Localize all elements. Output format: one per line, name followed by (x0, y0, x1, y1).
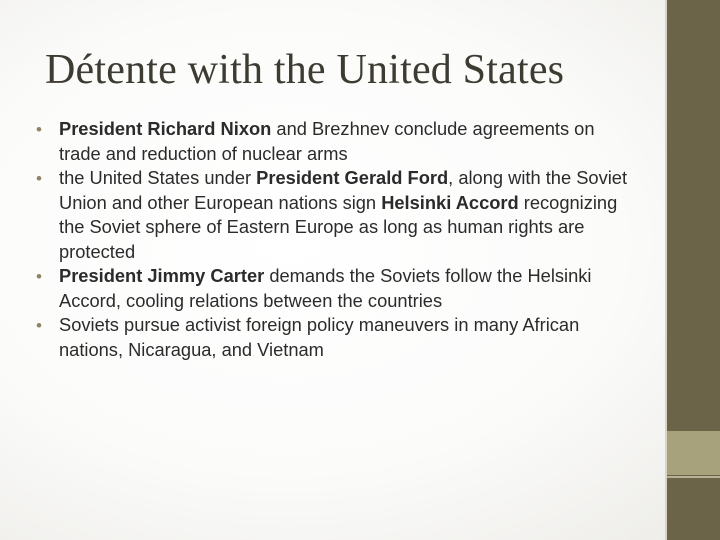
bullet-dot-icon: • (36, 120, 42, 139)
bullet-text-bold: President Jimmy Carter (59, 265, 265, 286)
bullet-list (36, 117, 636, 362)
side-bar-accent-block (667, 431, 720, 475)
bullet-item (36, 166, 636, 264)
bullet-item (36, 264, 636, 313)
bullet-item (36, 117, 636, 166)
slide-title: Détente with the United States (45, 47, 565, 93)
bullet-text: recognizing the Soviet sphere of Eastern Europe as long as human rights are protected (59, 191, 618, 262)
bullet-text-bold: Helsinki Accord (381, 191, 519, 213)
bullet-text: demands the Soviets follow the Helsinki Accord, cooling relations between the countries (59, 265, 592, 311)
bullet-dot-icon: • (36, 169, 42, 188)
bullet-dot-icon: • (36, 316, 42, 335)
bullet-text-bold: President Richard Nixon (59, 118, 272, 139)
bullet-text: and Brezhnev conclude agreements on trade and reduction of nuclear arms (59, 118, 595, 164)
bullet-text: Soviets pursue activist foreign policy maneuvers in many African nations, Nicaragua, and Vietnam (59, 314, 580, 360)
bullet-text: , along with the Soviet Union and other European nations sign (59, 167, 628, 213)
bullet-item (36, 313, 636, 362)
bullet-text-bold: President Gerald Ford (256, 167, 449, 188)
bullet-dot-icon: • (36, 267, 42, 286)
side-decoration-bar (667, 0, 720, 540)
bullet-text: the United States under (59, 167, 257, 188)
side-bar-accent-line (667, 476, 720, 478)
